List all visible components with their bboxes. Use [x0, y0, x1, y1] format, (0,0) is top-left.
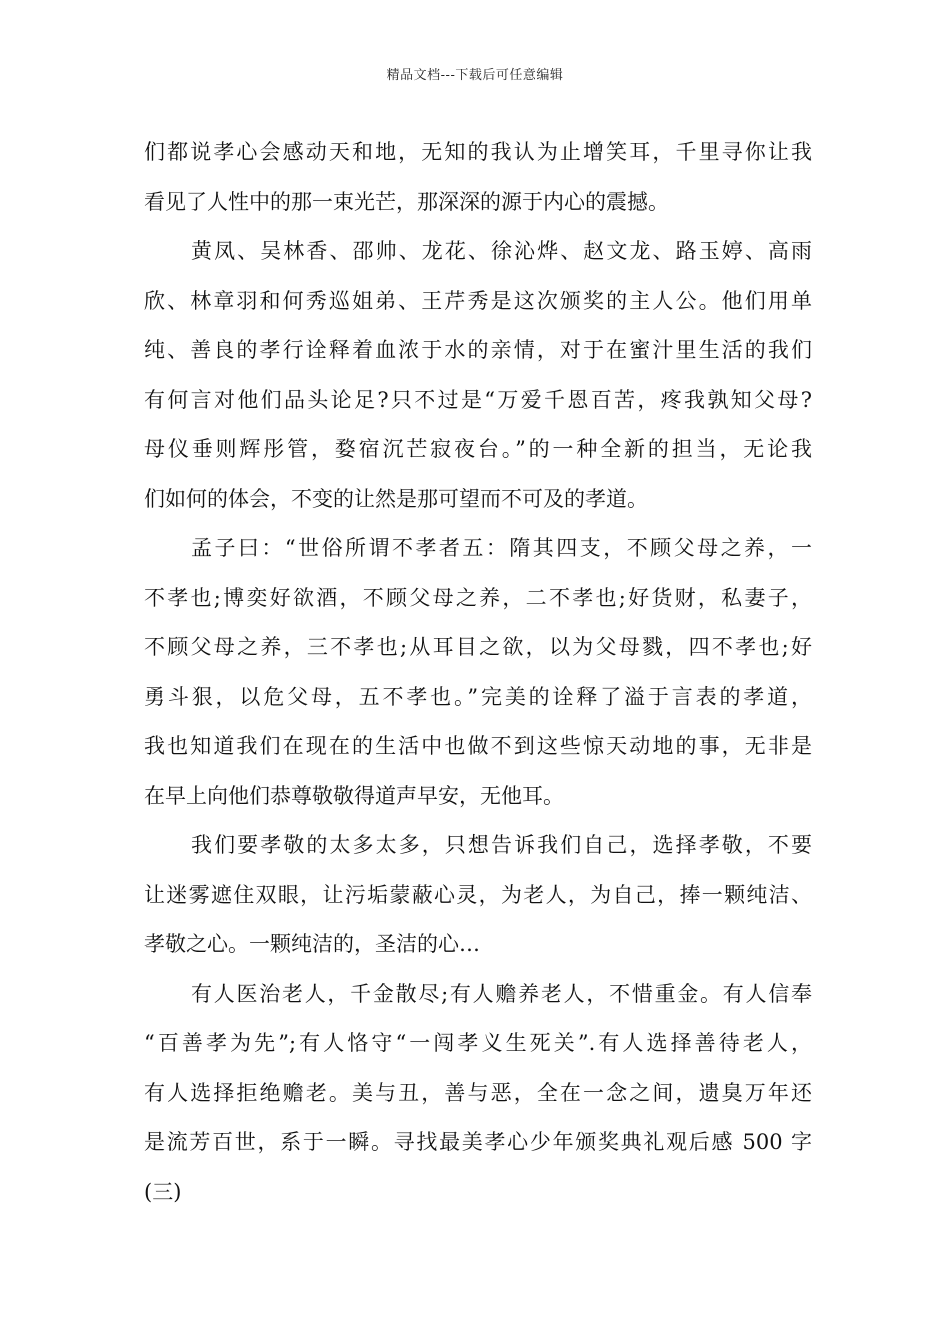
text-line: 们都说孝心会感动天和地，无知的我认为止增笑耳，千里寻你让我: [144, 140, 812, 164]
text-line: 母仪垂则辉彤管，婺宿沉芒寂夜台。”的一种全新的担当，无论我: [144, 437, 812, 461]
text-line: “百善孝为先”;有人恪守“一闯孝义生死关”.有人选择善待老人，: [144, 1031, 812, 1055]
text-line: 有人医治老人，千金散尽;有人赡养老人，不惜重金。有人信奉: [191, 981, 812, 1006]
text-line: 孝敬之心。一颗纯洁的，圣洁的心…: [144, 932, 480, 956]
text-line: 我们要孝敬的太多太多，只想告诉我们自己，选择孝敬，不要: [191, 833, 812, 857]
text-line: 在早上向他们恭尊敬敬得道声早安，无他耳。: [144, 783, 564, 808]
text-line: 有何言对他们品头论足?只不过是“万爱千恩百苦，疼我孰知父母?: [144, 387, 812, 412]
page-header: 精品文档---下载后可任意编辑: [386, 68, 564, 83]
text-line: 我也知道我们在现在的生活中也做不到这些惊天动地的事，无非是: [144, 734, 812, 758]
text-line: 孟子曰：“世俗所谓不孝者五：隋其四支，不顾父母之养，一: [191, 536, 812, 560]
text-line: 黄凤、吴林香、邵帅、龙花、徐沁烨、赵文龙、路玉婷、高雨: [191, 239, 812, 263]
text-line: 勇斗狠，以危父母，五不孝也。”完美的诠释了溢于言表的孝道，: [144, 684, 812, 709]
text-line: 不孝也;博奕好欲酒，不顾父母之养，二不孝也;好货财，私妻子，: [144, 585, 812, 610]
text-line: 们如何的体会，不变的让然是那可望而不可及的孝道。: [144, 486, 648, 511]
text-line: (三): [144, 1179, 182, 1204]
text-line: 有人选择拒绝赡老。美与丑，善与恶，全在一念之间，遗臭万年还: [144, 1080, 812, 1105]
text-line: 让迷雾遮住双眼，让污垢蒙蔽心灵，为老人，为自己，捧一颗纯洁、: [144, 882, 812, 907]
text-line: 不顾父母之养，三不孝也;从耳目之欲，以为父母戮，四不孝也;好: [144, 635, 812, 659]
document-body: [144, 128, 812, 1217]
text-line: 纯、善良的孝行诠释着血浓于水的亲情，对于在蜜汁里生活的我们: [144, 338, 812, 362]
text-line: 是流芳百世，系于一瞬。寻找最美孝心少年颁奖典礼观后感 500 字: [144, 1130, 812, 1154]
text-line: 欣、林章羽和何秀巡姐弟、王芹秀是这次颁奖的主人公。他们用单: [144, 288, 812, 313]
text-line: 看见了人性中的那一束光芒，那深深的源于内心的震撼。: [144, 189, 669, 214]
